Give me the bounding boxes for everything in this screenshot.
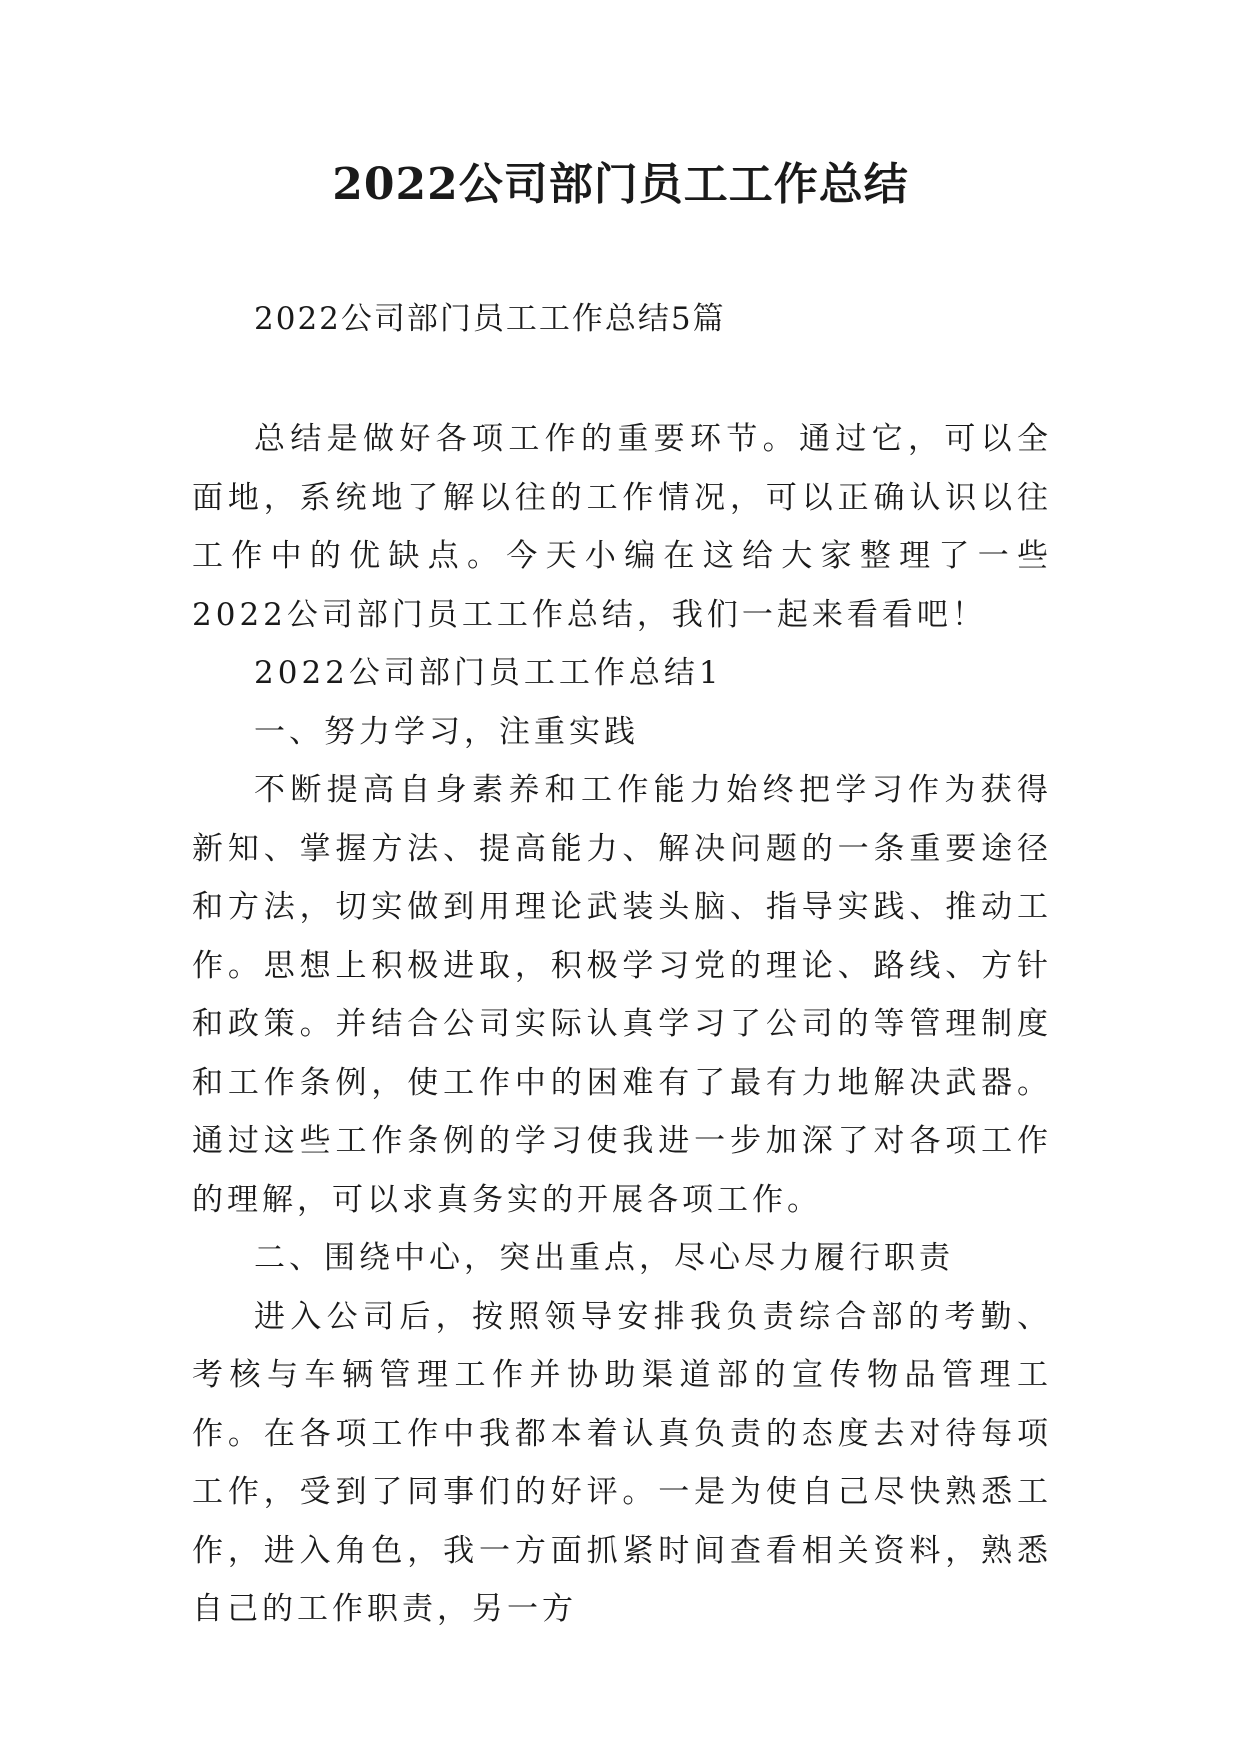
document-subtitle: 2022公司部门员工工作总结5篇 bbox=[254, 301, 726, 337]
document-title: 2022公司部门员工工作总结 bbox=[332, 159, 909, 210]
body-paragraph: 不断提高自身素养和工作能力始终把学习作为获得新知、掌握方法、提高能力、解决问题的一条重要途径和方法，切实做到用理论武装头脑、指导实践、推动工作。思想上积极进取，积极学习党的理论、路线、方针和政策。并结合公司实际认真学习了公司的等管理制度和工作条例，使工作中的困难有了最有力地解决武器。通过这些工作条例的学习使我进一步加深了对各项工作的理解，可以求真务实的开展各项工作。 bbox=[192, 772, 1052, 1218]
body-paragraph: 进入公司后，按照领导安排我负责综合部的考勤、考核与车辆管理工作并协助渠道部的宣传物品管理工作。在各项工作中我都本着认真负责的态度去对待每项工作，受到了同事们的好评。一是为使自己尽快熟悉工作，进入角色，我一方面抓紧时间查看相关资料，熟悉自己的工作职责，另一方 bbox=[192, 1298, 1052, 1627]
subsection-heading: 一、努力学习，注重实践 bbox=[254, 713, 639, 750]
intro-paragraph: 总结是做好各项工作的重要环节。通过它，可以全面地，系统地了解以往的工作情况，可以正确认识以往工作中的优缺点。今天小编在这给大家整理了一些2022公司部门员工工作总结，我们一起来看看吧！ bbox=[192, 421, 1052, 633]
section-heading: 2022公司部门员工工作总结1 bbox=[254, 655, 723, 691]
subsection-heading: 二、围绕中心，突出重点，尽心尽力履行职责 bbox=[254, 1240, 954, 1276]
document-body bbox=[192, 410, 1052, 1639]
